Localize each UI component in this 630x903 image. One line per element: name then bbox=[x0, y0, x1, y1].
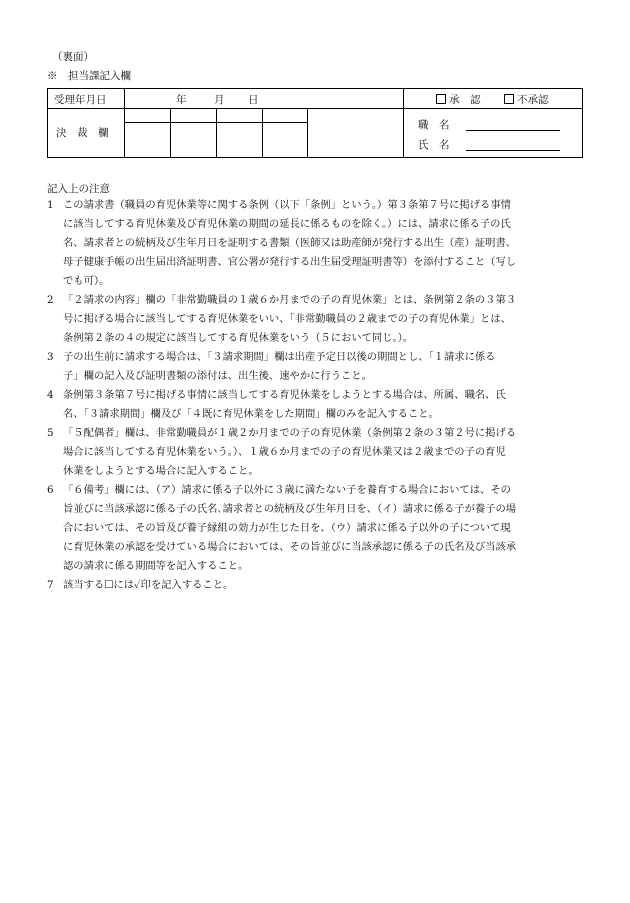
position-label: 職 名 bbox=[418, 119, 450, 131]
col-divider bbox=[262, 108, 263, 157]
note-item bbox=[47, 196, 587, 291]
day-label: 日 bbox=[248, 94, 259, 106]
received-date-label: 受理年月日 bbox=[54, 94, 107, 106]
disapprove-label: 不承認 bbox=[517, 94, 549, 106]
disapprove-option[interactable] bbox=[504, 92, 549, 107]
note-text: この請求書（職員の育児休業等に関する条例（以下「条例」という。）第３条第７号に掲げる事情 に該当してする育児休業及び育児休業の期間の延長に係るものを除く。）には、請求に係る子の氏 名、請求者との続柄及び生年月日を証明する書類（医師又は助産師が発行する出生（産）証明書、 母子健康手帳の出生届出済証明書、官公署が発行する出生届受理証明書等）を添付すること（写し でも可）。 bbox=[63, 199, 517, 287]
year-label: 年 bbox=[176, 94, 187, 106]
disapprove-checkbox[interactable] bbox=[504, 94, 514, 104]
note-text: 子の出生前に請求する場合は、「３請求期間」欄は出産予定日以後の期間とし、「１請求に係る 子」欄の記入及び証明書類の添付は、出生後、速やかに行うこと。 bbox=[63, 351, 496, 382]
notes-list bbox=[47, 196, 587, 595]
month-label: 月 bbox=[214, 94, 225, 106]
section-title: ※ 担当課記入欄 bbox=[47, 70, 131, 82]
approve-checkbox[interactable] bbox=[436, 94, 446, 104]
note-number: 5 bbox=[47, 427, 54, 439]
decision-label: 決 裁 欄 bbox=[56, 127, 109, 139]
approve-label: 承 認 bbox=[449, 94, 481, 106]
col-divider bbox=[307, 108, 308, 157]
office-use-table bbox=[47, 88, 583, 158]
note-number: 3 bbox=[47, 351, 54, 363]
notes-heading: 記入上の注意 bbox=[47, 183, 110, 195]
col-divider bbox=[124, 89, 125, 157]
approve-option[interactable] bbox=[436, 92, 481, 107]
col-divider bbox=[170, 108, 171, 157]
note-item bbox=[47, 424, 587, 481]
note-text: 該当する☐には✓印を記入すること。 bbox=[63, 579, 234, 591]
col-divider bbox=[216, 108, 217, 157]
note-number: 2 bbox=[47, 294, 54, 306]
name-label: 氏 名 bbox=[418, 139, 450, 151]
note-item bbox=[47, 481, 587, 576]
note-number: 7 bbox=[47, 579, 54, 591]
name-field[interactable] bbox=[466, 150, 560, 151]
note-item bbox=[47, 386, 587, 424]
note-text: 「５配偶者」欄は、非常勤職員が１歳２か月までの子の育児休業（条例第２条の３第２号に掲げる 場合に該当してする育児休業をいう。）、１歳６か月までの子の育児休業又は２歳までの子の育児 休業をしようとする場合に記入すること。 bbox=[63, 427, 517, 477]
position-field[interactable] bbox=[466, 130, 560, 131]
side-label: （裏面） bbox=[52, 51, 94, 63]
note-number: 4 bbox=[47, 389, 54, 401]
row-divider bbox=[48, 108, 403, 109]
note-item bbox=[47, 291, 587, 348]
note-number: 1 bbox=[47, 199, 54, 211]
note-item bbox=[47, 576, 587, 595]
note-text: 「６備考」欄には、（ア）請求に係る子以外に３歳に満たない子を養育する場合においては、その 旨並びに当該承認に係る子の氏名､請求者との続柄及び生年月日を、（イ）請求に係る子が養子の場 合においては、その旨及び養子縁組の効力が生じた日を、（ウ）請求に係る子以外の子について現 に育児休業の承認を受けている場合においては、その旨並びに当該承認に係る子の氏名及び当該承 認の請求に係る期間等を記入すること。 bbox=[63, 484, 517, 572]
row-divider bbox=[403, 108, 583, 109]
note-number: 6 bbox=[47, 484, 54, 496]
note-text: 「２請求の内容」欄の「非常勤職員の１歳６か月までの子の育児休業」とは、条例第２条の３第３ 号に掲げる場合に該当してする育児休業をいい、「非常勤職員の２歳までの子の育児休業」とは、 条例第２条の４の規定に該当してする育児休業をいう（５において同じ。）。 bbox=[63, 294, 517, 344]
note-item bbox=[47, 348, 587, 386]
col-divider bbox=[403, 89, 404, 157]
note-text: 条例第３条第７号に掲げる事情に該当してする育児休業をしようとする場合は、所属、職名、氏 名、「３請求期間」欄及び「４既に育児休業をした期間」欄のみを記入すること。 bbox=[63, 389, 506, 420]
